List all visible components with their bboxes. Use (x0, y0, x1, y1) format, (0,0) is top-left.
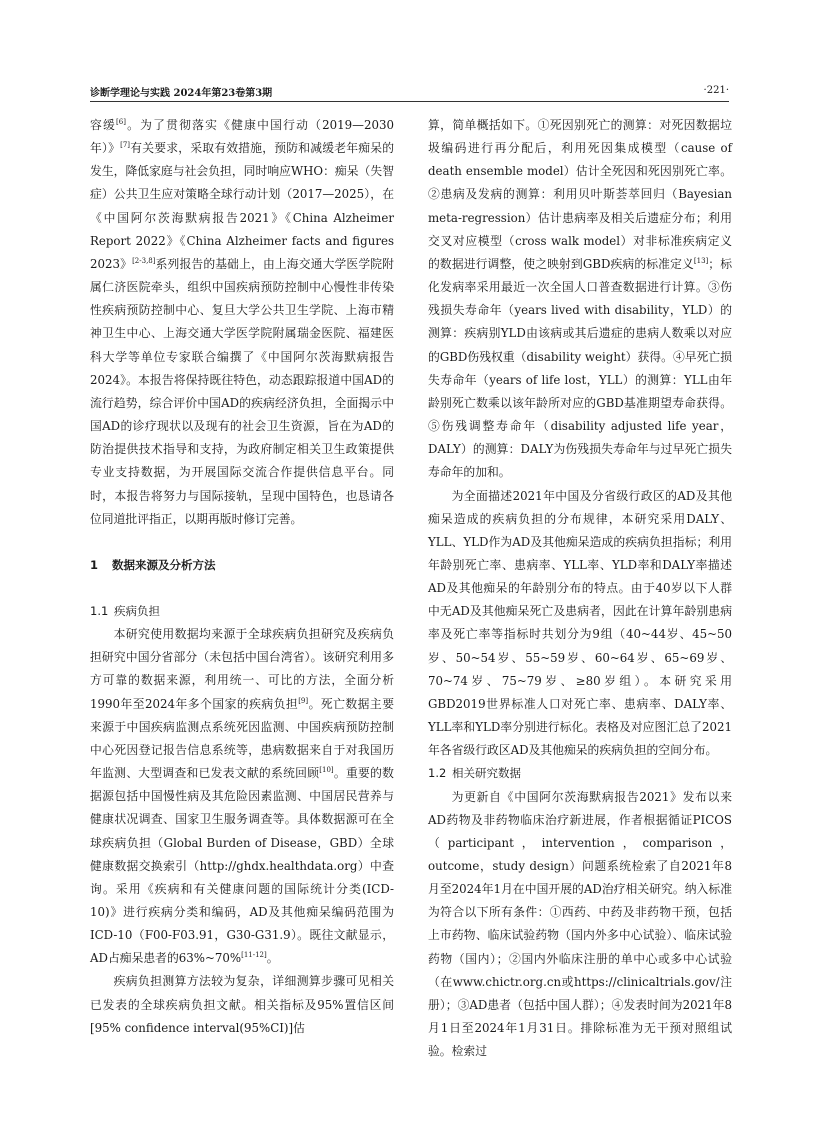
section-heading-1-2: 1.2 相关研究数据 (428, 766, 521, 781)
citation: [6] (116, 118, 126, 127)
citation: [13] (693, 257, 709, 266)
citation: [11-12] (241, 951, 267, 960)
page-number: ·221· (703, 85, 729, 96)
citation: [7] (120, 141, 131, 150)
citation: [2-3,8] (132, 257, 156, 266)
citation: [10] (319, 766, 334, 775)
paragraph-methods: 疾病负担测算方法较为复杂，详细测算步骤可见相关已发表的全球疾病负担文献。相关指标及95%置信区间[95% confidence interval(95%CI)]估 (90, 974, 394, 1035)
right-column (428, 114, 732, 1063)
citation: [9] (298, 696, 309, 705)
left-column (90, 114, 394, 1040)
paragraph-distribution: 为全面描述2021年中国及分省级行政区的AD及其他痴呆造成的疾病负担的分布规律，本研究采用DALY、YLL、YLD作为AD及其他痴呆造成的疾病负担指标；利用年龄别死亡率、患病率、YLL率、YLD率和DALY率描述AD及其他痴呆的年龄别分布的特点。由于40岁以下人群中无AD及其他痴呆死亡及患病者，因此在计算年龄别患病率及死亡率等指标时共划分为9组（40~44岁、45~50岁、50~54岁、55~59岁、60~64岁、65~69岁、70~74岁、75~79岁、≥80岁组）。本研究采用GBD2019世界标准人口对死亡率、患病率、DALY率、YLL率和YLD率分别进行标化。表格及对应图汇总了2021年各省级行政区AD及其他痴呆的疾病负担的空间分布。 (428, 488, 732, 758)
paragraph-intro-continued: 容缓[6]。为了贯彻落实《健康中国行动（2019—2030年）》[7]有关要求，采取有效措施，预防和减缓老年痴呆的发生，降低家庭与社会负担，同时响应WHO：痴呆（失智症）公共卫生应对策略全球行动计划（2017—2025），在《中国阿尔茨海默病报告2021》《China Alzheimer Report 2022》《China Alzheimer facts and figures 2023》[2-3,8]系列报告的基础上，由上海交通大学医学院附属仁济医院牵头，组织中国疾病预防控制中心慢性非传染性疾病预防控制中心、复旦大学公共卫生学院、上海市精神卫生中心、上海交通大学医学院附属瑞金医院、福建医科大学等单位专家联合编撰了《中国阿尔茨海默病报告2024》。本报告将保持既往特色，动态跟踪报道中国AD的流行趋势，综合评价中国AD的疾病经济负担，全面揭示中国AD的诊疗现状以及现有的社会卫生资源，旨在为AD的防治提供技术指导和支持，为政府制定相关卫生政策提供专业支持数据，为开展国际交流合作提供信息平台。同时，本报告将努力与国际接轨，呈现中国特色，也恳请各位同道批评指正，以期再版时修订完善。 (90, 118, 394, 526)
section-heading-1-1: 1.1 疾病负担 (90, 603, 160, 618)
header-divider (90, 101, 729, 102)
journal-header: 诊断学理论与实践 2024年第23卷第3期 (90, 88, 273, 99)
paragraph-related-studies: 为更新自《中国阿尔茨海默病报告2021》发布以来AD药物及非药物临床治疗新进展，作者根据循证PICOS（participant，intervention，comparison，outcome，study design）问题系统检索了自2021年8月至2024年1月在中国开展的AD治疗相关研究。纳入标准为符合以下所有条件：①西药、中药及非药物干预，包括上市药物、临床试验药物（国内外多中心试验）、临床试验药物（国内）；②国内外临床注册的单中心或多中心试验（在www.chictr.org.cn或https://clinicaltrials.gov/注册）；③AD患者（包括中国人群）；④发表时间为2021年8月1日至2024年1月31日。排除标准为无干预对照组试验。检索过 (428, 789, 732, 1059)
paragraph-methods-continued: 算，简单概括如下。①死因别死亡的测算：对死因数据垃圾编码进行再分配后，利用死因集成模型（cause of death ensemble model）估计全死因和死因别死亡率。②患病及发病的测算：利用贝叶斯荟萃回归（Bayesian meta-regression）估计患病率及相关后遗症分布；利用交叉对应模型（cross walk model）对非标准疾病定义的数据进行调整，使之映射到GBD疾病的标准定义[13]；标化发病率采用最近一次全国人口普查数据进行计算。③伤残损失寿命年（years lived with disability，YLD）的测算：疾病别YLD由该病或其后遗症的患病人数乘以对应的GBD伤残权重（disability weight）获得。④早死亡损失寿命年（years of life lost，YLL）的测算：YLL由年龄别死亡数乘以该年龄所对应的GBD基准期望寿命获得。⑤伤残调整寿命年（disability adjusted life year，DALY）的测算：DALY为伤残损失寿命年与过早死亡损失寿命年的加和。 (428, 118, 732, 480)
paragraph-disease-burden: 本研究使用数据均来源于全球疾病负担研究及疾病负担研究中国分省部分（未包括中国台湾省）。该研究利用多方可靠的数据来源，利用统一、可比的方法，全面分析1990年至2024年多个国家的疾病负担[9]。死亡数据主要来源于中国疾病监测点系统死因监测、中国疾病预防控制中心死因登记报告信息系统等，患病数据来自于对我国历年监测、大型调查和已发表文献的系统回顾[10]。重要的数据源包括中国慢性病及其危险因素监测、中国居民营养与健康状况调查、国家卫生服务调查等。具体数据源可在全球疾病负担（Global Burden of Disease，GBD）全球健康数据交换索引（http://ghdx.healthdata.org）中查询。采用《疾病和有关健康问题的国际统计分类(ICD-10)》进行疾病分类和编码，AD及其他痴呆编码范围为ICD-10（F00-F03.91，G30-G31.9）。既往文献显示，AD占痴呆患者的63%~70%[11-12]。 (90, 627, 394, 966)
section-heading-1: 1 数据来源及分析方法 (90, 557, 216, 572)
